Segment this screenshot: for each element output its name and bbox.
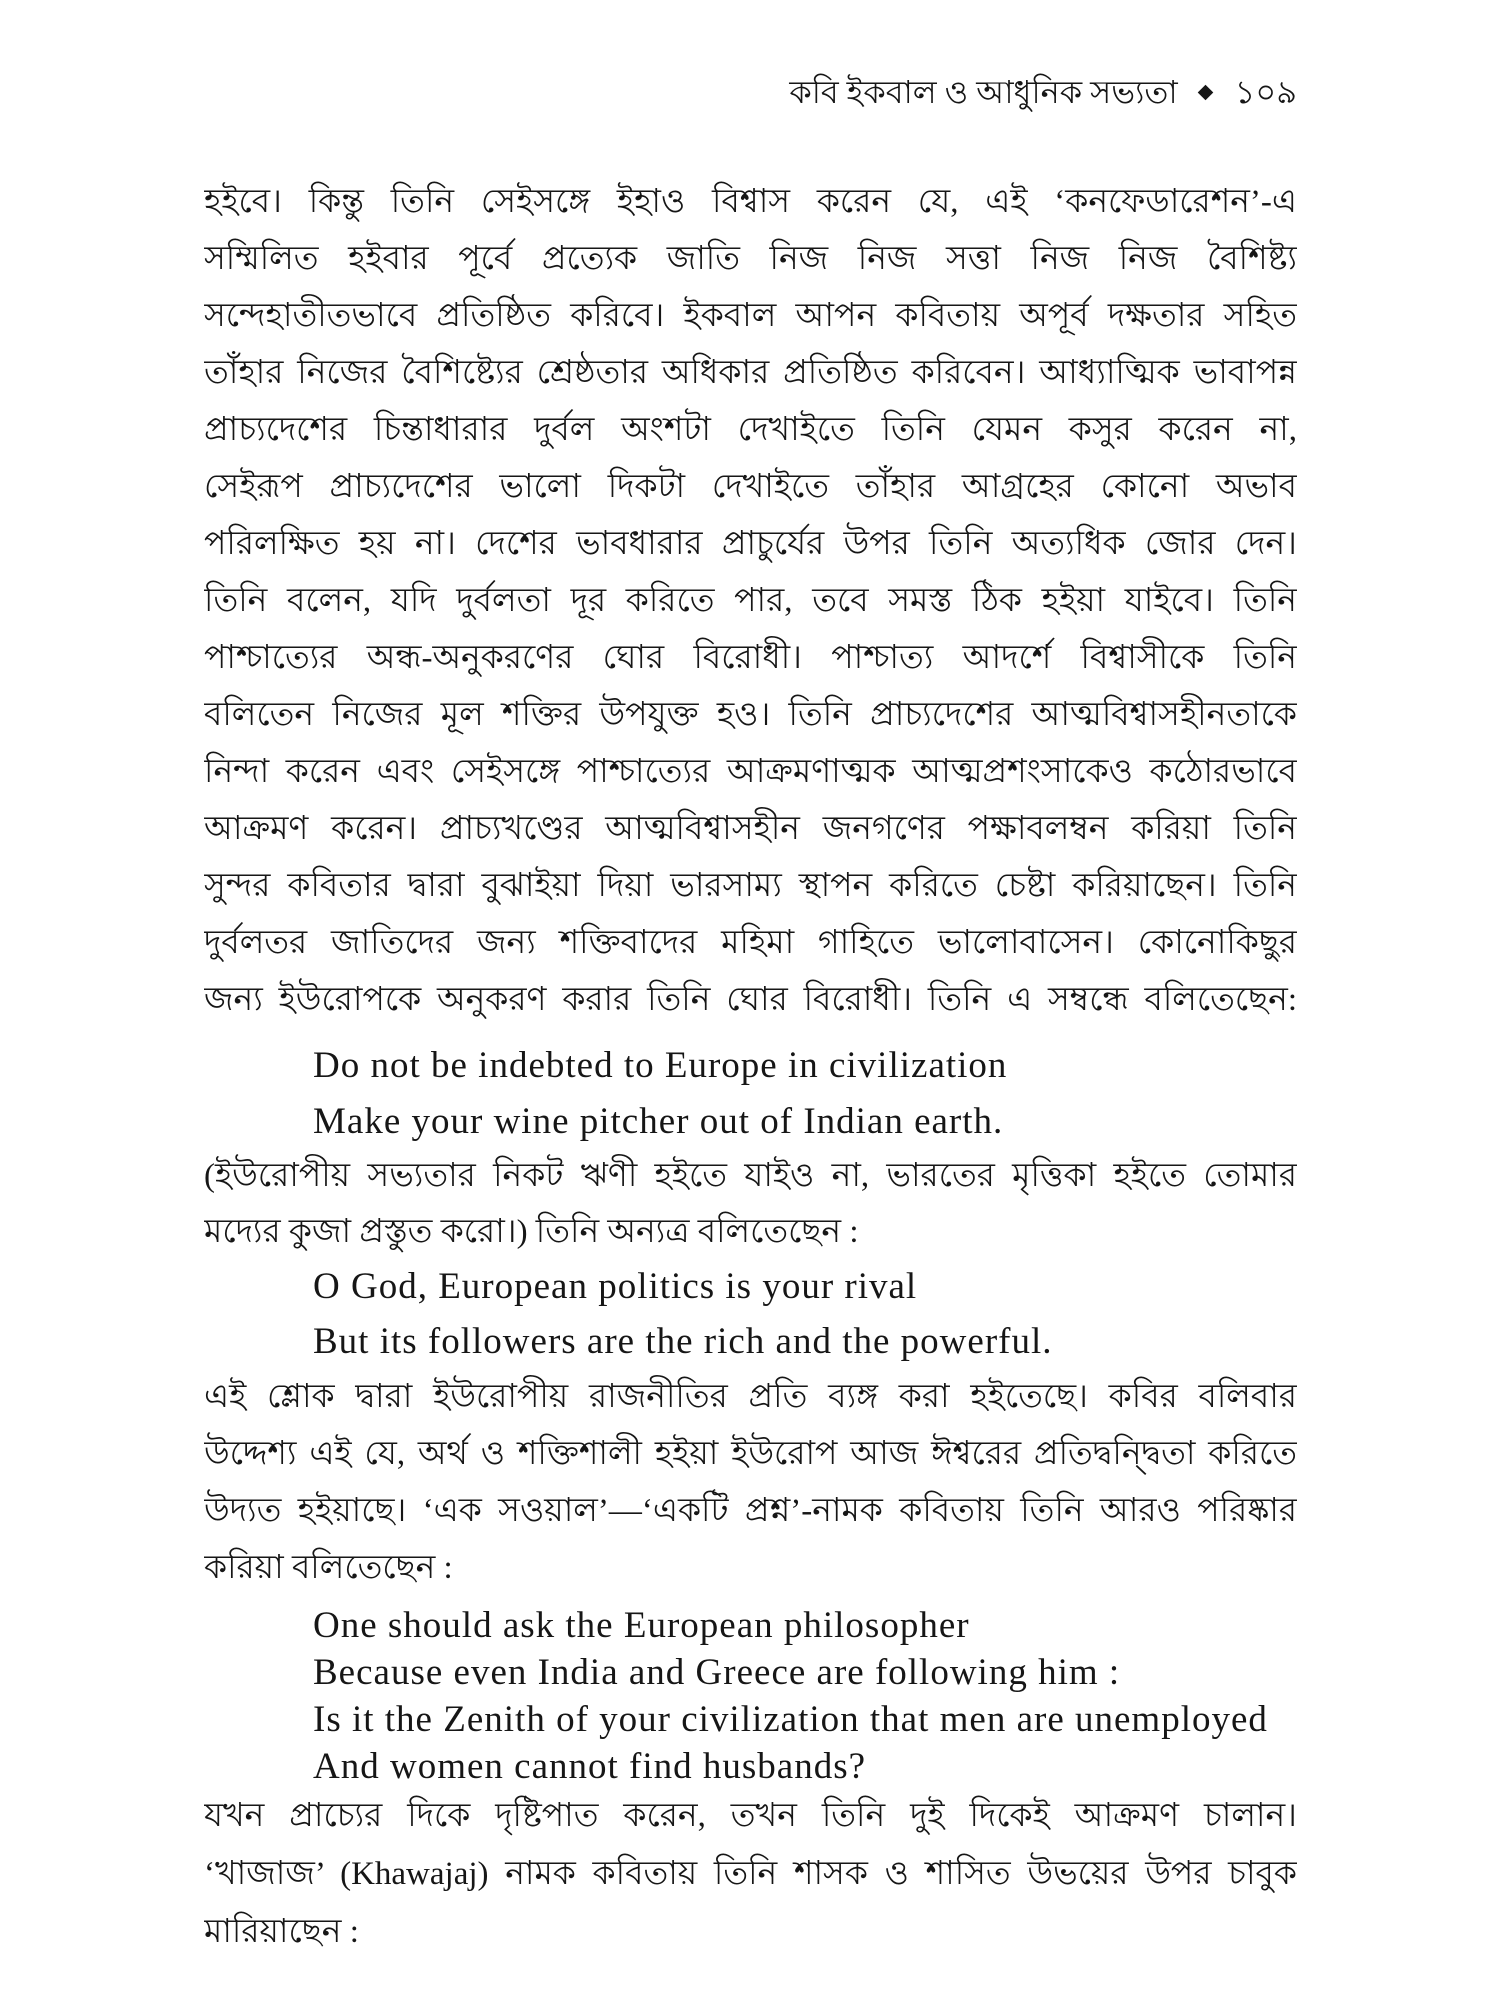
- paragraph-line: দুর্বলতর জাতিদের জন্য শক্তিবাদের মহিমা গাহিতে ভালোবাসেন। কোনোকিছুর: [204, 925, 1297, 961]
- verse-line: O God, European politics is your rival: [313, 1266, 918, 1307]
- paragraph-line: যখন প্রাচ্যের দিকে দৃষ্টিপাত করেন, তখন তিনি দুই দিকেই আক্রমণ চালান।: [204, 1798, 1297, 1834]
- paragraph-line: সেইরূপ প্রাচ্যদেশের ভালো দিকটা দেখাইতে তাঁহার আগ্রহের কোনো অভাব: [204, 469, 1297, 505]
- paragraph-line: উদ্দেশ্য এই যে, অর্থ ও শক্তিশালী হইয়া ইউরোপ আজ ঈশ্বরের প্রতিদ্বন্দ্বিতা করিতে: [204, 1436, 1297, 1472]
- verse-line: But its followers are the rich and the powerful.: [313, 1321, 1053, 1362]
- paragraph-line: হইবে। কিন্তু তিনি সেইসঙ্গে ইহাও বিশ্বাস করেন যে, এই ‘কনফেডারেশন’-এ: [204, 184, 1297, 220]
- verse-quote-2: [313, 1259, 1297, 1369]
- paragraph-line: সুন্দর কবিতার দ্বারা বুঝাইয়া দিয়া ভারসাম্য স্থাপন করিতে চেষ্টা করিয়াছেন। তিনি: [204, 868, 1297, 904]
- paragraph-line: মদ্যের কুজা প্রস্তুত করো।) তিনি অন্যত্র বলিতেছেন :: [204, 1214, 859, 1250]
- verse-quote-3: [313, 1602, 1297, 1790]
- paragraph-line: উদ্যত হইয়াছে। ‘এক সওয়াল’—‘একটি প্রশ্ন’-নামক কবিতায় তিনি আরও পরিষ্কার: [204, 1493, 1297, 1529]
- paragraph-line: বলিতেন নিজের মূল শক্তির উপযুক্ত হও। তিনি প্রাচ্যদেশের আত্মবিশ্বাসহীনতাকে: [204, 697, 1297, 733]
- paragraph-line: প্রাচ্যদেশের চিন্তাধারার দুর্বল অংশটা দেখাইতে তিনি যেমন কসুর করেন না,: [204, 412, 1297, 448]
- verse-line: Because even India and Greece are following him :: [313, 1652, 1121, 1693]
- paragraph-line: আক্রমণ করেন। প্রাচ্যখণ্ডের আত্মবিশ্বাসহীন জনগণের পক্ষাবলম্বন করিয়া তিনি: [204, 811, 1297, 847]
- paragraph-1: [204, 174, 1297, 1029]
- diamond-icon: [1197, 84, 1213, 100]
- paragraph-line: তাঁহার নিজের বৈশিষ্ট্যের শ্রেষ্ঠতার অধিকার প্রতিষ্ঠিত করিবেন। আধ্যাত্মিক ভাবাপন্ন: [204, 355, 1297, 391]
- running-head: [789, 70, 1297, 114]
- paragraph-line: পাশ্চাত্যের অন্ধ-অনুকরণের ঘোর বিরোধী। পাশ্চাত্য আদর্শে বিশ্বাসীকে তিনি: [204, 640, 1297, 676]
- paragraph-line: ‘খাজাজ’ (Khawajaj) নামক কবিতায় তিনি শাসক ও শাসিত উভয়ের উপর চাবুক: [204, 1856, 1297, 1892]
- paragraph-line: করিয়া বলিতেছেন :: [204, 1550, 453, 1586]
- verse-line: One should ask the European philosopher: [313, 1605, 970, 1646]
- paragraph-4: [204, 1787, 1297, 1961]
- paragraph-line: নিন্দা করেন এবং সেইসঙ্গে পাশ্চাত্যের আক্রমণাত্মক আত্মপ্রশংসাকেও কঠোরভাবে: [204, 754, 1297, 790]
- verse-line: Is it the Zenith of your civilization that men are unemployed: [313, 1699, 1268, 1740]
- paragraph-line: (ইউরোপীয় সভ্যতার নিকট ঋণী হইতে যাইও না, ভারতের মৃত্তিকা হইতে তোমার: [204, 1158, 1297, 1194]
- paragraph-line: মারিয়াছেন :: [204, 1914, 359, 1950]
- paragraph-line: সম্মিলিত হইবার পূর্বে প্রত্যেক জাতি নিজ নিজ সত্তা নিজ নিজ বৈশিষ্ট্য: [204, 241, 1297, 277]
- verse-quote-1: [313, 1038, 1297, 1150]
- paragraph-line: সন্দেহাতীতভাবে প্রতিষ্ঠিত করিবে। ইকবাল আপন কবিতায় অপূর্ব দক্ষতার সহিত: [204, 298, 1297, 334]
- paragraph-line: জন্য ইউরোপকে অনুকরণ করার তিনি ঘোর বিরোধী। তিনি এ সম্বন্ধে বলিতেছেন:: [204, 982, 1297, 1018]
- paragraph-3: [204, 1369, 1297, 1597]
- running-title: কবি ইকবাল ও আধুনিক সভ্যতা: [789, 74, 1178, 110]
- paragraph-line: তিনি বলেন, যদি দুর্বলতা দূর করিতে পার, তবে সমস্ত ঠিক হইয়া যাইবে। তিনি: [204, 583, 1297, 619]
- paragraph-line: পরিলক্ষিত হয় না। দেশের ভাবধারার প্রাচুর্যের উপর তিনি অত্যধিক জোর দেন।: [204, 526, 1297, 562]
- paragraph-2: [204, 1148, 1297, 1260]
- paragraph-line: এই শ্লোক দ্বারা ইউরোপীয় রাজনীতির প্রতি ব্যঙ্গ করা হইতেছে। কবির বলিবার: [204, 1379, 1297, 1415]
- verse-line: Do not be indebted to Europe in civilization: [313, 1045, 1008, 1086]
- page-number: ১০৯: [1234, 74, 1297, 110]
- verse-line: Make your wine pitcher out of Indian earth.: [313, 1101, 1004, 1142]
- verse-line: And women cannot find husbands?: [313, 1746, 867, 1787]
